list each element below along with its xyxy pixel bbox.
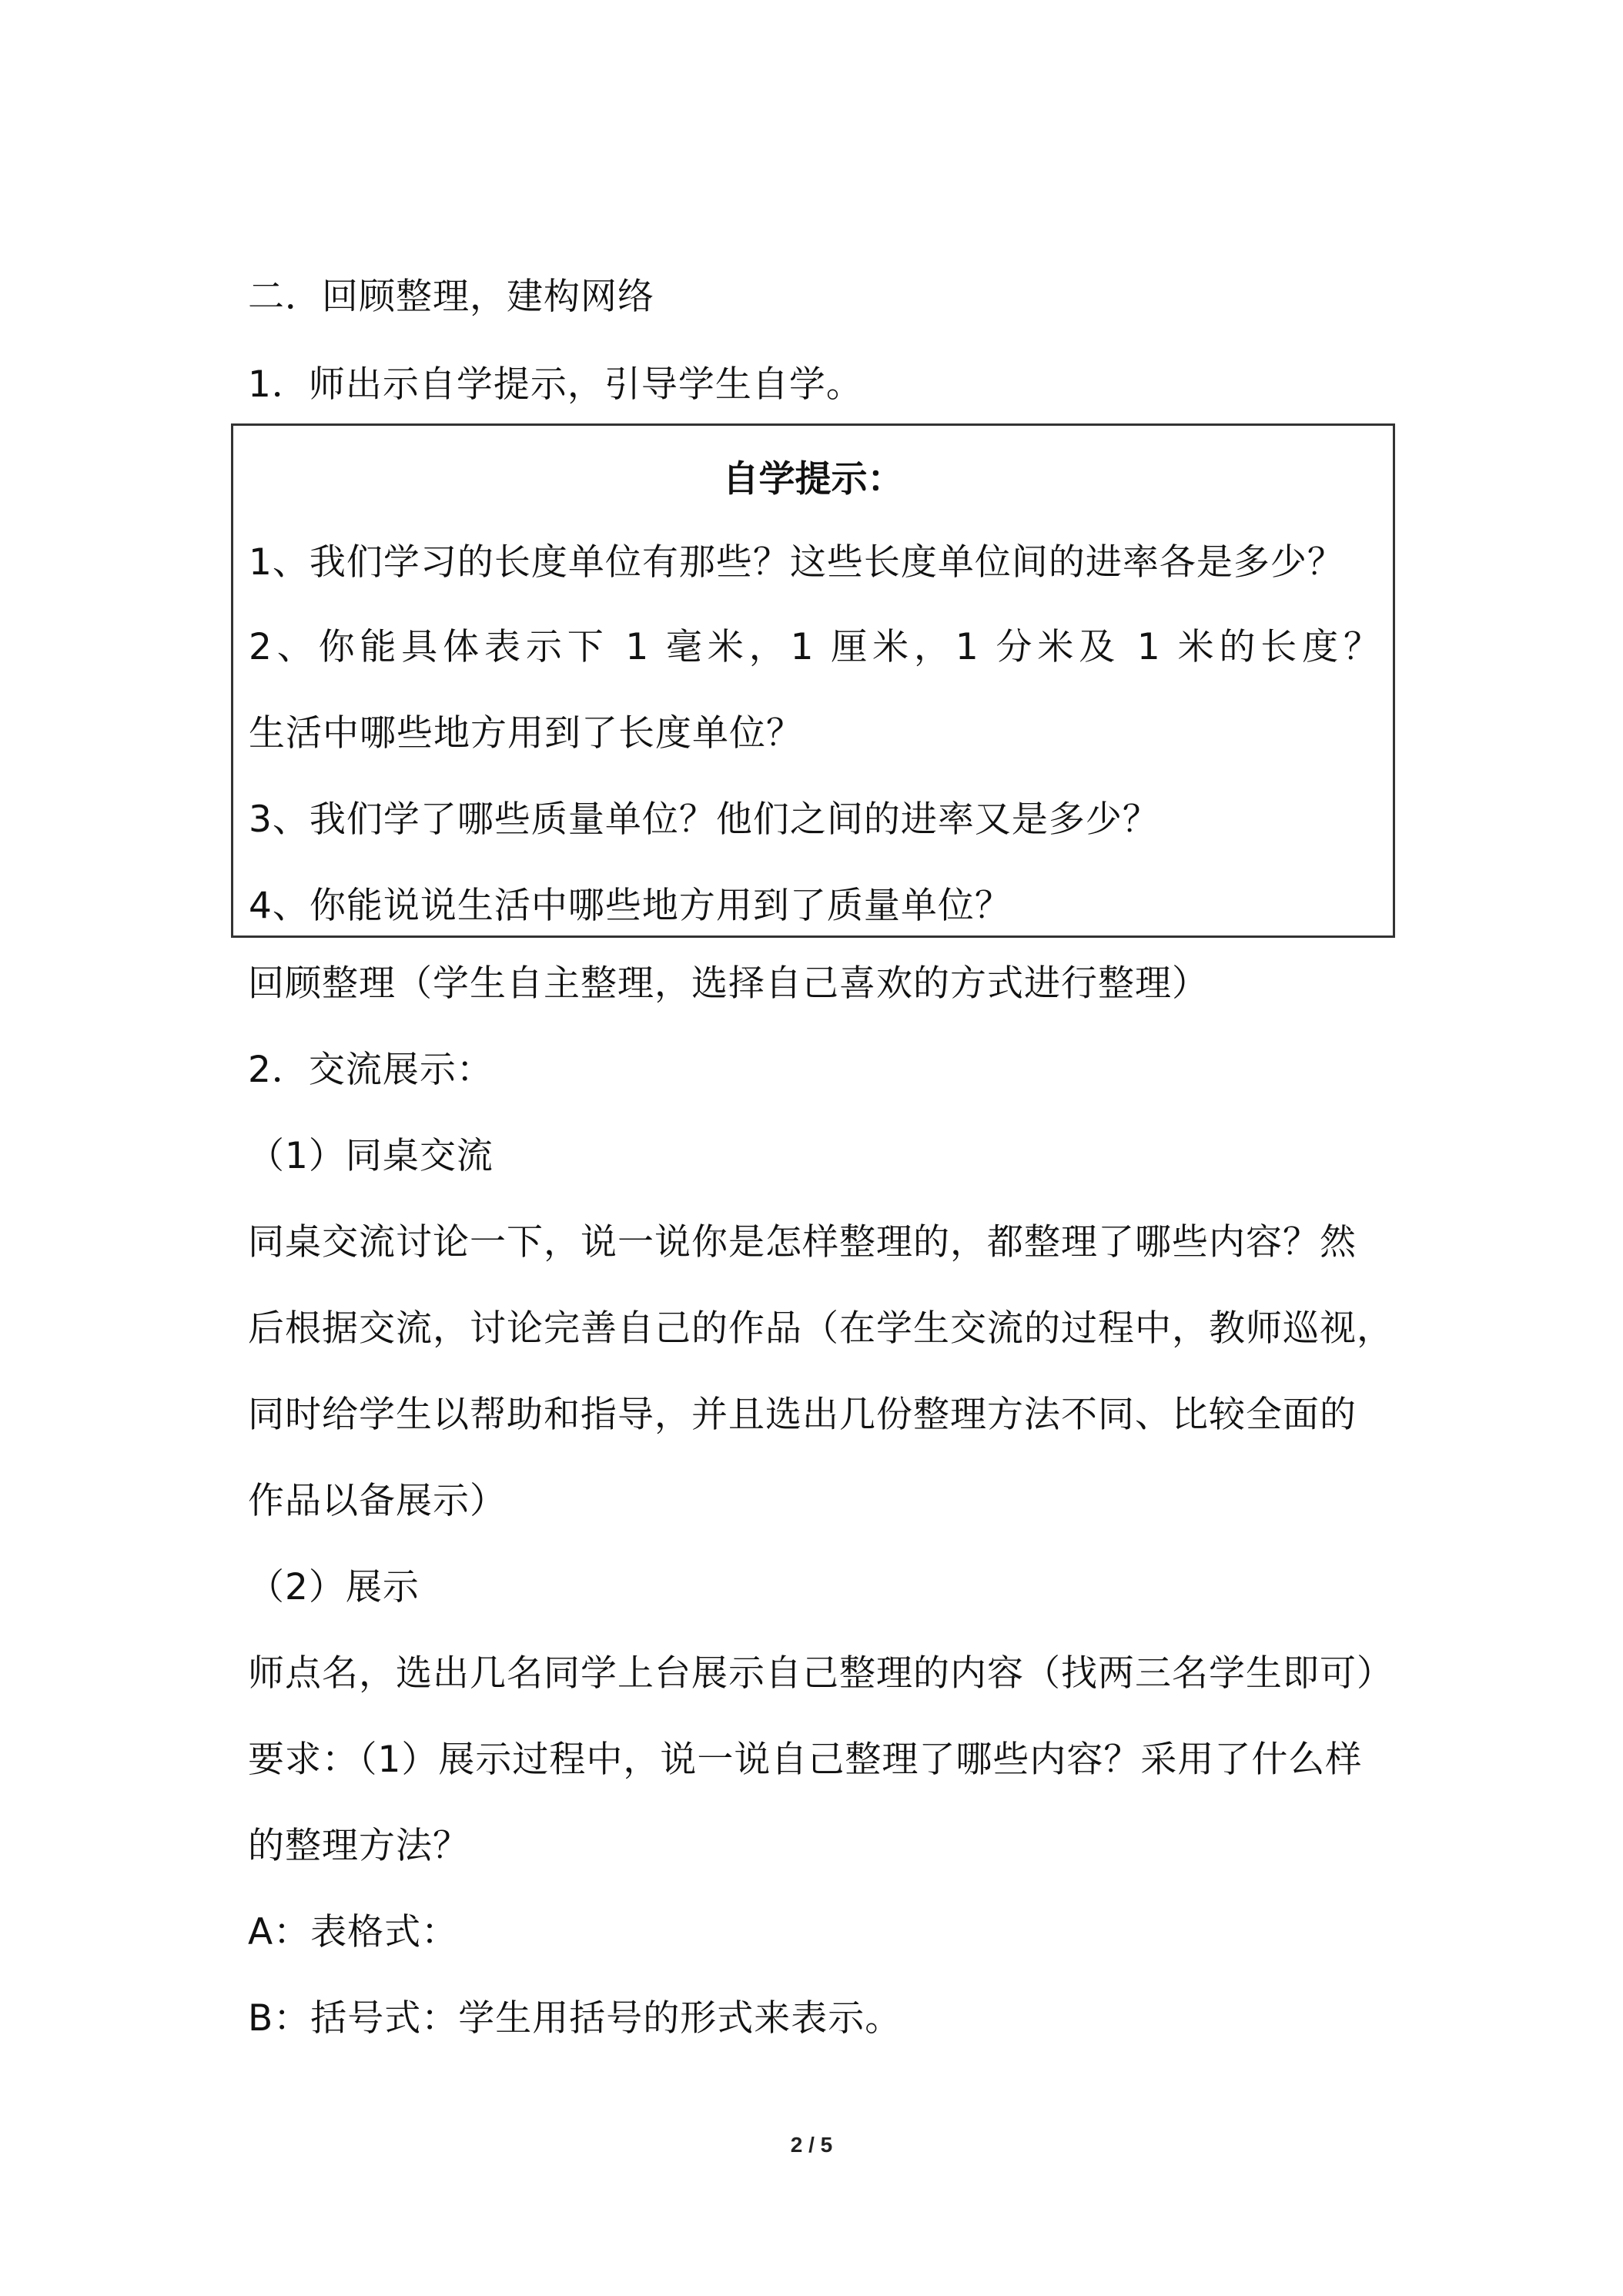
subsection-2-title: （2）展示 [248, 1566, 420, 1608]
option-b-text: B：括号式：学生用括号的形式来表示。 [248, 1997, 902, 2040]
paragraph-line: 的整理方法？ [248, 1825, 470, 1867]
paragraph-line: 师点名，选出几名同学上台展示自己整理的内容（找两三名学生即可） [248, 1652, 1394, 1695]
step-2-text: 2．交流展示： [248, 1049, 494, 1091]
page-number: 2 / 5 [790, 2133, 833, 2157]
tip-question-2-line-1: 2、你能具体表示下 1 毫米，1 厘米，1 分米及 1 米的长度？ [249, 626, 1380, 668]
self-study-tips-box [231, 423, 1395, 938]
paragraph-line: 作品以备展示） [248, 1480, 507, 1522]
paragraph-line: 后根据交流，讨论完善自己的作品（在学生交流的过程中，教师巡视， [248, 1307, 1394, 1350]
paragraph-line: 同桌交流讨论一下，说一说你是怎样整理的，都整理了哪些内容？然 [248, 1221, 1357, 1263]
paragraph-line: 要求：（1）展示过程中，说一说自己整理了哪些内容？采用了什么样 [248, 1739, 1363, 1781]
tip-question-1: 1、我们学习的长度单位有那些？这些长度单位间的进率各是多少？ [249, 541, 1344, 584]
subsection-1-title: （1）同桌交流 [248, 1135, 494, 1177]
tip-question-2-line-2: 生活中哪些地方用到了长度单位？ [249, 712, 803, 755]
step-1-text: 1．师出示自学提示，引导学生自学。 [248, 363, 863, 406]
option-a-text: A：表格式： [248, 1911, 459, 1953]
tip-question-3: 3、我们学了哪些质量单位？他们之间的进率又是多少？ [249, 798, 1160, 841]
tips-box-title: 自学提示： [722, 458, 904, 500]
tip-question-4: 4、你能说说生活中哪些地方用到了质量单位？ [249, 885, 1012, 927]
section-heading: 二．回顾整理，建构网络 [248, 276, 654, 318]
review-text: 回顾整理（学生自主整理，选择自己喜欢的方式进行整理） [248, 962, 1209, 1005]
paragraph-line: 同时给学生以帮助和指导，并且选出几份整理方法不同、比较全面的 [248, 1394, 1357, 1436]
